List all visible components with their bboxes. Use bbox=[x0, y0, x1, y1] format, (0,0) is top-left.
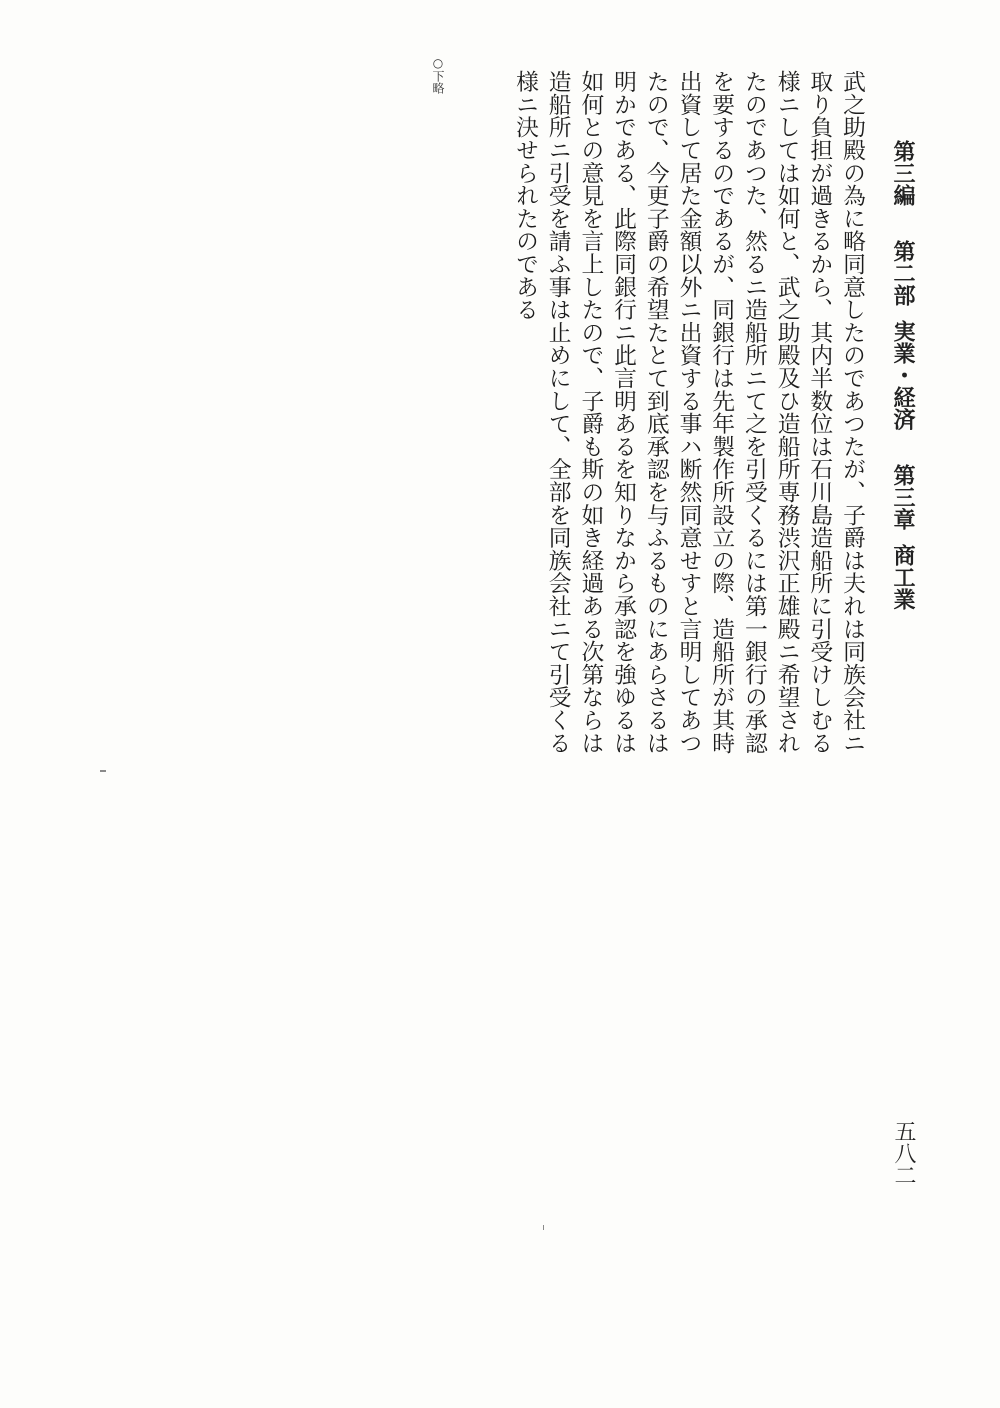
scan-speck bbox=[100, 770, 106, 772]
body-line: 出資して居た金額以外ニ出資する事ハ断然同意せすと言明してあつ bbox=[675, 70, 702, 754]
body-line: 如何との意見を言上したので、子爵も斯の如き経過ある次第ならは bbox=[577, 70, 604, 754]
page-number: 五八二 bbox=[891, 1120, 916, 1186]
header-part: 第二部 bbox=[890, 240, 916, 306]
header-chapter: 第三章 bbox=[890, 464, 916, 530]
body-line: 造船所ニ引受を請ふ事は止めにして、全部を同族会社ニて引受くる bbox=[544, 70, 571, 754]
running-header bbox=[892, 140, 914, 610]
body-line: 明かである、此際同銀行ニ此言明あるを知りなから承認を強ゆるは bbox=[610, 70, 637, 754]
header-section: 実業・経済 bbox=[890, 320, 916, 430]
body-line: を要するのであるが、同銀行は先年製作所設立の際、造船所が其時 bbox=[708, 70, 735, 754]
body-line: 様ニしては如何と、武之助殿及ひ造船所専務渋沢正雄殿ニ希望され bbox=[773, 70, 800, 754]
body-line: 取り負担が過きるから、其内半数位は石川島造船所に引受けしむる bbox=[806, 70, 833, 754]
body-text bbox=[508, 70, 868, 754]
header-subject: 商工業 bbox=[890, 544, 916, 610]
omission-note: ○下略 bbox=[431, 56, 445, 94]
body-line: 武之助殿の為に略同意したのであつたが、子爵は夫れは同族会社ニ bbox=[839, 70, 865, 754]
header-volume: 第三編 bbox=[890, 140, 916, 206]
body-line: たので、今更子爵の希望たとて到底承認を与ふるものにあらさるは bbox=[642, 70, 669, 754]
body-line: たのであつた、然るニ造船所ニて之を引受くるには第一銀行の承認 bbox=[740, 70, 767, 754]
body-line: 様ニ決せられたのである bbox=[511, 70, 538, 321]
scan-speck bbox=[543, 1225, 544, 1230]
